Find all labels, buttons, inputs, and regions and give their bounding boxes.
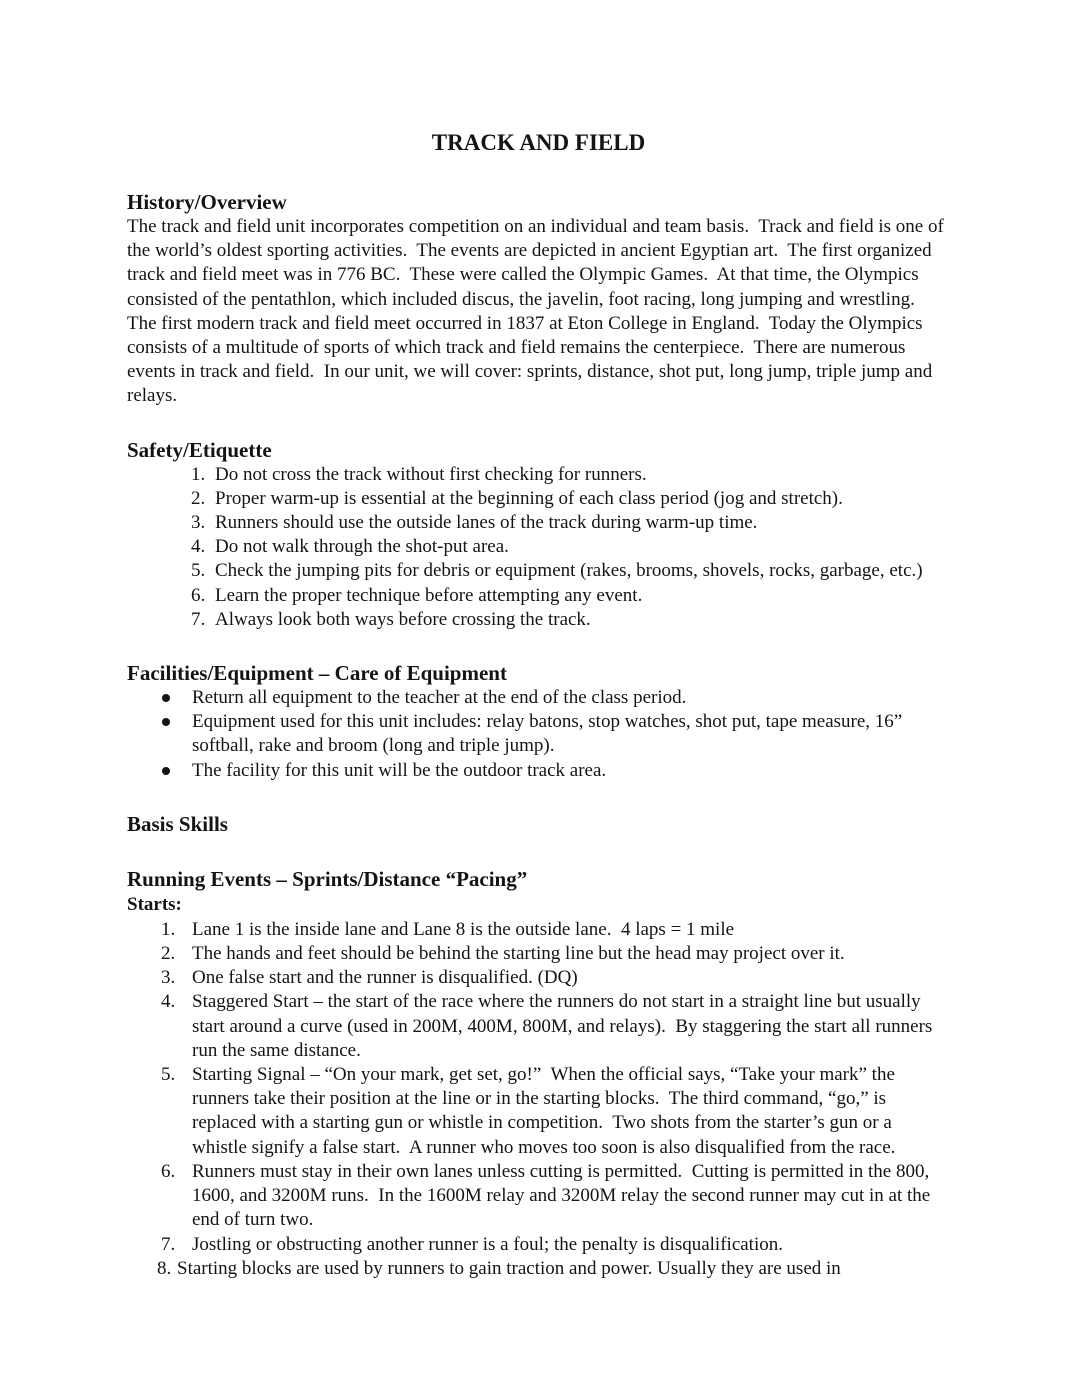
- section-heading-running-events: Running Events – Sprints/Distance “Pacing”: [127, 866, 528, 891]
- list-number: 5.: [191, 560, 206, 582]
- list-item: [127, 487, 950, 511]
- list-item: [127, 511, 950, 535]
- list-item: [127, 608, 950, 632]
- list-item-text: Learn the proper technique before attempting any event.: [215, 584, 643, 606]
- list-number: 7.: [161, 1233, 176, 1255]
- list-item: [127, 1160, 950, 1233]
- list-item: [127, 710, 950, 758]
- list-item-text: Staggered Start – the start of the race where the runners do not start in a straight line but usually start around a curve (used in 200M, 400M, 800M, and relays). By staggering the start all runners run the same distance.: [192, 991, 938, 1061]
- section-heading-safety: Safety/Etiquette: [127, 437, 272, 462]
- history-paragraph: The track and field unit incorporates competition on an individual and team basis. Track and field is one of the world’s oldest sporting activities. The events are depicted in ancient Egyptian art. The first organized track and field meet was in 776 BC. These were called the Olympic Games. At that time, the Olympics consisted of the pentathlon, which included discus, the javelin, foot racing, long jumping and wrestling. The first modern track and field meet occurred in 1837 at Eton College in England. Today the Olympics consists of a multitude of sports of which track and field remains the centerpiece. There are numerous events in track and field. In our unit, we will cover: sprints, distance, shot put, long jump, triple jump and relays.: [127, 216, 949, 407]
- list-number: 8.: [157, 1257, 172, 1279]
- starts-list: [127, 918, 950, 1281]
- list-item-text: Starting blocks are used by runners to gain traction and power. Usually they are used in: [177, 1257, 841, 1279]
- list-number: 1.: [191, 463, 206, 485]
- list-item: [127, 584, 950, 608]
- list-item-text: One false start and the runner is disqualified. (DQ): [192, 967, 578, 989]
- list-number: 4.: [191, 536, 206, 558]
- list-number: 6.: [161, 1160, 176, 1182]
- list-item-text: Runners must stay in their own lanes unless cutting is permitted. Cutting is permitted in the 800, 1600, and 3200M runs. In the 1600M relay and 3200M relay the second runner may cut in at the end of turn two.: [192, 1160, 935, 1231]
- list-item: [127, 1257, 950, 1281]
- list-item-text: Proper warm-up is essential at the beginning of each class period (jog and stretch).: [215, 487, 843, 509]
- list-number: 5.: [161, 1064, 176, 1086]
- list-item-text: Return all equipment to the teacher at the end of the class period.: [192, 687, 687, 709]
- list-item: [127, 1063, 950, 1160]
- list-item: [127, 463, 950, 487]
- list-number: 4.: [161, 991, 176, 1013]
- list-number: 3.: [191, 512, 206, 534]
- list-item: [127, 759, 950, 783]
- list-item-text: The hands and feet should be behind the starting line but the head may project over it.: [192, 943, 845, 965]
- list-item: [127, 942, 950, 966]
- list-item-text: Do not walk through the shot-put area.: [215, 536, 509, 558]
- starts-label: Starts:: [127, 893, 182, 915]
- section-heading-history: History/Overview: [127, 190, 287, 214]
- section-heading-basis-skills: Basis Skills: [127, 811, 228, 836]
- list-item-text: Starting Signal – “On your mark, get set, go!” When the official says, “Take your mark” the runners take their position at the line or in the starting blocks. The third command, “go,” is replaced with a starting gun or whistle in competition. Two shots from the starter’s gun or a whistle signify a false start. A runner who moves too soon is also disqualified from the race.: [192, 1064, 900, 1158]
- list-item-text: Jostling or obstructing another runner is a foul; the penalty is disqualification.: [192, 1233, 783, 1255]
- list-item-text: Always look both ways before crossing the track.: [215, 608, 591, 630]
- list-item: [127, 966, 950, 990]
- list-number: 2.: [161, 943, 176, 965]
- document-title: TRACK AND FIELD: [431, 130, 646, 155]
- list-item: [127, 686, 950, 710]
- safety-list: [127, 463, 950, 632]
- list-number: 3.: [161, 967, 176, 989]
- list-number: 7.: [191, 608, 206, 630]
- list-item-text: The facility for this unit will be the outdoor track area.: [192, 759, 607, 781]
- list-item-text: Lane 1 is the inside lane and Lane 8 is the outside lane. 4 laps = 1 mile: [192, 918, 735, 940]
- bullet-icon: [162, 759, 192, 783]
- list-item: [127, 559, 950, 583]
- list-item-text: Equipment used for this unit includes: relay batons, stop watches, shot put, tape measure, 16” softball, rake and broom (long and triple jump).: [192, 711, 907, 757]
- list-number: 6.: [191, 584, 206, 606]
- list-item-text: Do not cross the track without first checking for runners.: [215, 463, 647, 485]
- list-item-text: Check the jumping pits for debris or equipment (rakes, brooms, shovels, rocks, garbage, etc.): [215, 560, 923, 582]
- list-item: [127, 990, 950, 1063]
- list-item: [127, 1233, 950, 1257]
- list-number: 2.: [191, 487, 206, 509]
- list-item-text: Runners should use the outside lanes of the track during warm-up time.: [215, 512, 758, 534]
- bullet-icon: [162, 686, 192, 710]
- list-number: 1.: [161, 918, 176, 940]
- bullet-icon: [162, 710, 192, 758]
- list-item: [127, 918, 950, 942]
- section-heading-facilities: Facilities/Equipment – Care of Equipment: [127, 661, 507, 686]
- facilities-list: [127, 686, 950, 783]
- list-item: [127, 535, 950, 559]
